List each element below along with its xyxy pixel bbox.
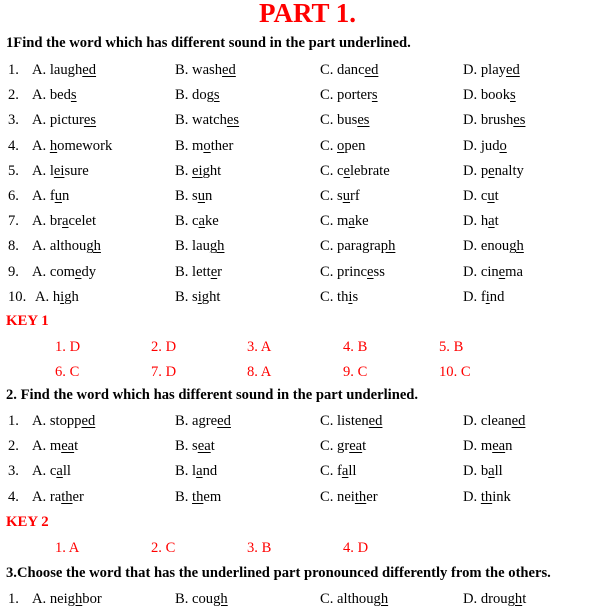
underlined-part: e: [210, 263, 218, 280]
answer-option: B. cough: [175, 591, 228, 607]
answer-option: B. land: [175, 463, 218, 480]
answer-option: D. ball: [463, 463, 503, 480]
answer-option: B. washed: [175, 62, 236, 78]
underlined-part: a: [198, 213, 205, 230]
underlined-part: ed: [511, 413, 526, 429]
answer-option: A. meat: [32, 438, 79, 455]
question-row: [0, 436, 615, 458]
answer-option: C. make: [320, 213, 369, 230]
underlined-part: ed: [82, 62, 97, 78]
question-row: [0, 236, 615, 258]
question-row: [0, 411, 615, 433]
underlined-part: e: [74, 263, 82, 280]
question-number: 9.: [8, 263, 19, 280]
answer-option: D. think: [463, 488, 511, 505]
key-answer: 7. D: [151, 364, 177, 380]
underlined-part: gh: [373, 591, 389, 607]
underlined-part: ea: [492, 438, 506, 455]
answer-option: C. neither: [320, 488, 378, 505]
underlined-part: i: [60, 288, 65, 305]
underlined-part: ei: [192, 162, 203, 179]
question-number: 6.: [8, 188, 19, 204]
answer-option: B. sight: [175, 288, 221, 305]
answer-option: B. laugh: [175, 238, 225, 255]
underlined-part: th: [354, 488, 367, 505]
question-number: 1.: [8, 591, 19, 607]
question-number: 3.: [8, 112, 19, 129]
underlined-part: a: [341, 463, 349, 480]
question-number: 1.: [8, 62, 19, 78]
answer-option: C. danced: [320, 62, 379, 78]
key-answer: 1. D: [55, 339, 81, 355]
answer-option: B. watches: [175, 112, 240, 129]
answer-option: A. laughed: [32, 62, 97, 78]
underlined-part: a: [488, 463, 495, 480]
question-row: [0, 186, 615, 208]
answer-option: A. fun: [32, 188, 70, 204]
answer-option: D. find: [463, 288, 505, 305]
underlined-part: e: [367, 263, 374, 280]
section-3-heading: 3.Choose the word that has the underlined part pronounced differently from the others.: [6, 565, 551, 581]
underlined-part: s: [510, 87, 516, 104]
underlined-part: i: [485, 288, 490, 305]
answer-option: D. enough: [463, 238, 524, 255]
answer-option: D. judo: [463, 137, 507, 154]
question-row: [0, 60, 615, 82]
question-number: 10.: [8, 288, 27, 305]
answer-option: C. fall: [320, 463, 357, 480]
answer-option: D. brushes: [463, 112, 526, 129]
answer-option: D. books: [463, 87, 516, 104]
answer-option: A. neighbor: [32, 591, 102, 607]
answer-option: A. pictures: [32, 112, 97, 129]
section-2-heading: 2. Find the word which has different sound in the part underlined.: [6, 387, 419, 403]
answer-option: D. played: [463, 62, 520, 78]
underlined-part: e: [343, 162, 350, 179]
answer-option: B. cake: [175, 213, 219, 230]
underlined-part: o: [337, 137, 345, 154]
answer-option: C. although: [320, 591, 389, 607]
page-title: PART 1.: [258, 0, 357, 28]
underlined-part: s: [70, 87, 77, 104]
answer-option: C. this: [320, 288, 359, 305]
answer-option: A. beds: [32, 87, 77, 104]
underlined-part: es: [83, 112, 97, 129]
underlined-part: u: [487, 188, 495, 204]
answer-option: A. homework: [32, 137, 113, 154]
question-row: [0, 211, 615, 233]
underlined-part: h: [49, 137, 58, 154]
underlined-part: o: [203, 137, 211, 154]
underlined-part: i: [197, 288, 202, 305]
key-answer: 6. C: [55, 364, 80, 380]
key-answer: 3. B: [247, 540, 272, 556]
question-row: [0, 262, 615, 284]
answer-option: A. comedy: [32, 263, 97, 280]
underlined-part: u: [54, 188, 62, 204]
question-number: 4.: [8, 488, 19, 505]
answer-option: C. listened: [320, 413, 383, 429]
underlined-part: a: [348, 213, 355, 230]
underlined-part: es: [357, 112, 370, 129]
answer-option: C. buses: [320, 112, 370, 129]
answer-option: B. sun: [175, 188, 213, 204]
question-number: 1.: [8, 413, 19, 429]
answer-option: A. bracelet: [32, 213, 97, 230]
key-answer: 4. B: [343, 339, 368, 355]
underlined-part: ph: [380, 238, 396, 255]
underlined-part: es: [513, 112, 526, 129]
question-row: [0, 161, 615, 183]
underlined-part: i: [348, 288, 353, 305]
underlined-part: a: [196, 463, 203, 480]
answer-option: B. them: [175, 488, 222, 505]
answer-option: A. call: [32, 463, 71, 480]
underlined-part: gh: [67, 591, 83, 607]
underlined-part: gh: [209, 238, 225, 255]
answer-option: A. leisure: [32, 162, 89, 179]
answer-option: A. stopped: [32, 413, 96, 429]
underlined-part: th: [192, 488, 204, 505]
question-number: 5.: [8, 162, 19, 179]
answer-option: A. high: [35, 288, 79, 305]
question-row: [0, 110, 615, 132]
underlined-part: gh: [509, 238, 524, 255]
underlined-part: gh: [213, 591, 228, 607]
question-number: 2.: [8, 87, 19, 104]
underlined-part: th: [480, 488, 493, 505]
answer-option: B. eight: [175, 162, 222, 179]
answer-option: C. paragraph: [320, 238, 396, 255]
underlined-part: ed: [364, 62, 379, 78]
underlined-part: e: [488, 162, 495, 179]
question-row: [0, 287, 615, 309]
underlined-part: s: [213, 87, 220, 104]
underlined-part: a: [488, 213, 495, 230]
answer-option: D. mean: [463, 438, 513, 455]
key-answer: 1. A: [55, 540, 80, 556]
key-answer: 2. D: [151, 339, 177, 355]
question-row: [0, 487, 615, 509]
answer-option: D. penalty: [463, 162, 524, 179]
underlined-part: th: [61, 488, 73, 505]
underlined-part: ed: [505, 62, 520, 78]
question-row: [0, 589, 615, 611]
question-row: [0, 85, 615, 107]
answer-option: A. rather: [32, 488, 84, 505]
answer-option: D. drought: [463, 591, 527, 607]
key-answer: 8. A: [247, 364, 272, 380]
question-number: 2.: [8, 438, 19, 455]
key-answer: 10. C: [439, 364, 471, 380]
underlined-part: ea: [61, 438, 75, 455]
answer-option: C. great: [320, 438, 367, 455]
key-answer: 2. C: [151, 540, 176, 556]
question-row: [0, 461, 615, 483]
answer-option: C. celebrate: [320, 162, 390, 179]
underlined-part: s: [371, 87, 378, 104]
underlined-part: ed: [81, 413, 96, 429]
answer-option: D. cleaned: [463, 413, 526, 429]
answer-option: C. princess: [320, 263, 385, 280]
key-answer: 5. B: [439, 339, 464, 355]
answer-option: B. mother: [175, 137, 234, 154]
key-answer: 9. C: [343, 364, 368, 380]
underlined-part: gh: [86, 238, 101, 255]
underlined-part: u: [342, 188, 351, 204]
answer-option: D. cinema: [463, 263, 523, 280]
answer-option: C. porters: [320, 87, 378, 104]
answer-option: D. cut: [463, 188, 499, 204]
underlined-part: ed: [368, 413, 383, 429]
key-answer: 3. A: [247, 339, 272, 355]
answer-option: A. although: [32, 238, 101, 255]
answer-option: B. letter: [175, 263, 223, 280]
underlined-part: ea: [349, 438, 363, 455]
underlined-part: o: [499, 137, 507, 154]
question-number: 7.: [8, 213, 19, 230]
question-row: [0, 136, 615, 158]
answer-option: C. surf: [320, 188, 360, 204]
underlined-part: ed: [217, 413, 231, 429]
question-number: 3.: [8, 463, 19, 480]
key-answer: 4. D: [343, 540, 369, 556]
answer-option: B. seat: [175, 438, 215, 455]
question-number: 4.: [8, 137, 19, 154]
underlined-part: es: [226, 112, 240, 129]
key-1-label: KEY 1: [6, 313, 49, 329]
underlined-part: u: [197, 188, 206, 204]
question-number: 8.: [8, 238, 19, 255]
answer-option: D. hat: [463, 213, 499, 230]
underlined-part: ei: [53, 162, 65, 179]
underlined-part: gh: [507, 591, 523, 607]
underlined-part: ea: [197, 438, 211, 455]
answer-option: C. open: [320, 137, 366, 154]
underlined-part: e: [498, 263, 506, 280]
underlined-part: a: [62, 213, 69, 230]
section-1-heading: 1Find the word which has different sound in the part underlined.: [6, 35, 411, 51]
key-2-label: KEY 2: [6, 514, 49, 530]
answer-option: B. dogs: [175, 87, 220, 104]
answer-option: B. agreed: [175, 413, 231, 429]
underlined-part: ed: [222, 62, 236, 78]
underlined-part: a: [56, 463, 63, 480]
